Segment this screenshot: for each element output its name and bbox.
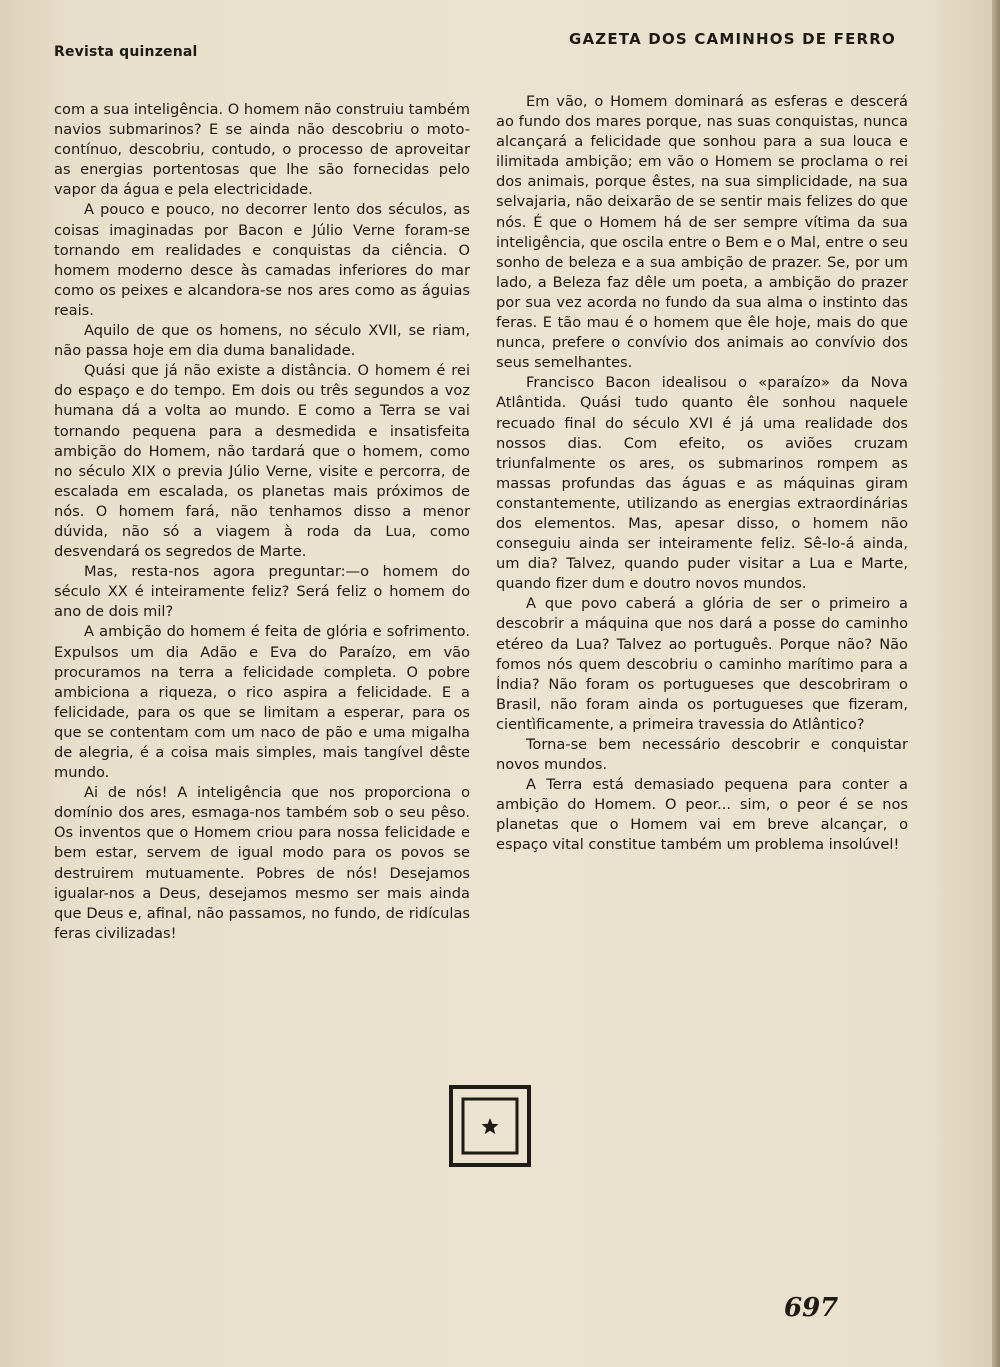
paragraph: Francisco Bacon idealisou o «paraízo» da Nova Atlântida. Quási tudo quanto êle sonhou naquele recuado final do século XVI é já uma realidade dos nossos dias. Com efeito, os aviões cruzam triunfalmente os ares, os submarinos rompem as massas profundas das águas e as máquinas giram constantemente, utilizando as energias extraordinárias dos elementos. Mas, apesar disso, o homem não conseguiu ainda ser inteiramente feliz. Sê-lo-á ainda, um dia? Talvez, quando puder visitar a Lua e Marte, quando fizer dum e doutro novos mundos.	[496, 374, 908, 593]
star-in-squares-icon	[449, 1085, 531, 1167]
running-header-right: GAZETA DOS CAMINHOS DE FERRO	[568, 30, 896, 48]
page-edge	[992, 0, 1000, 1367]
paragraph: A ambição do homem é feita de glória e sofrimento. Expulsos um dia Adão e Eva do Paraízo, em vão procuramos na terra a felicidade completa. O pobre ambiciona a riqueza, o rico aspira a felicidade. E a felicidade, para os que se limitam a esperar, para os que se contentam com um naco de pão e uma migalha de alegria, é a coisa mais simples, mais tangível dêste mundo.	[54, 623, 470, 782]
paragraph: Mas, resta-nos agora preguntar:—o homem do século XX é inteiramente feliz? Será feliz o homem do ano de dois mil?	[54, 563, 470, 621]
paragraph: Em vão, o Homem dominará as esferas e descerá ao fundo dos mares porque, nas suas conquistas, nunca alcançará a felicidade que sonhou para a sua louca e ilimitada ambição; em vão o Homem se proclama o rei dos animais, porque êstes, na sua simplicidade, na sua selvajaria, não deixarão de se sentir mais felizes do que nós. É que o Homem há de ser sempre vítima da sua inteligência, que oscila entre o Bem e o Mal, entre o seu sonho de beleza e a sua ambição de prazer. Se, por um lado, a Beleza faz dêle um poeta, a ambição do prazer por sua vez acorda no fundo da sua alma o instinto das feras. E tão mau é o homem que êle hoje, mais do que nunca, prefere o convívio dos animais ao convívio dos seus semelhantes.	[496, 93, 908, 372]
paragraph: Quási que já não existe a distância. O homem é rei do espaço e do tempo. Em dois ou três segundos a voz humana dá a volta ao mundo. E como a Terra se vai tornando pequena para a desmedida e insatisfeita ambição do Homem, não tardará que o homem, como no século XIX o previa Júlio Verne, visite e percorra, de escalada em escalada, os planetas mais próximos de nós. O homem fará, não tenhamos disso a menor dúvida, não só a viagem à roda da Lua, como desvendará os segredos de Marte.	[54, 362, 470, 561]
page-number: 697	[784, 1293, 839, 1323]
running-header-left: Revista quinzenal	[54, 44, 198, 60]
paragraph: A que povo caberá a glória de ser o primeiro a descobrir a máquina que nos dará a posse do caminho etéreo da Lua? Talvez ao português. Porque não? Não fomos nós quem descobriu o caminho marítimo para a Índia? Não foram os portugueses que descobriram o Brasil, não foram ainda os portugueses que fizeram, cientìficamente, a primeira travessia do Atlântico?	[496, 595, 908, 733]
paragraph: A Terra está demasiado pequena para conter a ambição do Homem. O peor... sim, o peor é se nos planetas que o Homem vai em breve alcançar, o espaço vital constitue também um problema insolúvel!	[496, 776, 908, 854]
paragraph: A pouco e pouco, no decorrer lento dos séculos, as coisas imaginadas por Bacon e Júlio Verne foram-se tornando em realidades e conquistas da ciência. O homem moderno desce às camadas inferiores do mar como os peixes e alcandora-se nos ares como as águias reais.	[54, 201, 470, 319]
paragraph: com a sua inteligência. O homem não construiu também navios submarinos? E se ainda não descobriu o moto-contínuo, descobriu, contudo, o processo de aproveitar as energias portentosas que lhe são fornecidas pelo vapor da água e pela electricidade.	[54, 101, 470, 199]
paragraph: Ai de nós! A inteligência que nos proporciona o domínio dos ares, esmaga-nos também sob o seu pêso. Os inventos que o Homem criou para nossa felicidade e bem estar, servem de igual modo para os povos se destruirem mutuamente. Pobres de nós! Desejamos igualar-nos a Deus, desejamos mesmo ser mais ainda que Deus e, afinal, não passamos, no fundo, de ridículas feras civilizadas!	[54, 784, 470, 942]
paragraph: Aquilo de que os homens, no século XVII, se riam, não passa hoje em dia duma banalidade.	[54, 322, 470, 360]
text-column-left	[54, 100, 470, 944]
paragraph: Torna-se bem necessário descobrir e conquistar novos mundos.	[496, 736, 908, 774]
text-column-right	[496, 92, 908, 856]
